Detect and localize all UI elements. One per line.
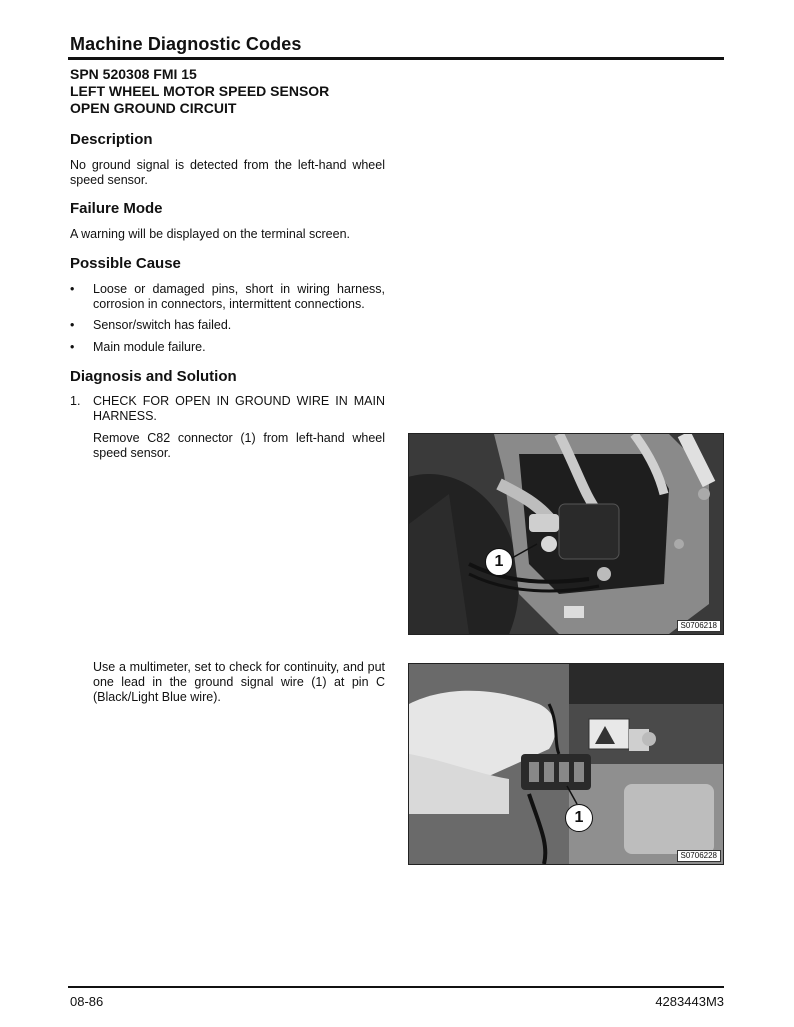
step-instruction-2: Use a multimeter, set to check for continuity, and put one lead in the ground signal wire (1) at pin C (Black/Light Blue wire). [93, 660, 385, 704]
bullet-icon: • [70, 340, 75, 354]
code-block [70, 66, 329, 117]
figure-id: S0706228 [677, 850, 721, 862]
step-title: CHECK FOR OPEN IN GROUND WIRE IN MAIN HARNESS. [93, 394, 385, 423]
failure-mode-text: A warning will be displayed on the terminal screen. [70, 227, 351, 241]
description-text: No ground signal is detected from the left-hand wheel speed sensor. [70, 158, 385, 187]
cause-text: Main module failure. [93, 340, 206, 354]
spn-code: SPN 520308 FMI 15 [70, 66, 197, 82]
callout-leader [409, 434, 723, 634]
figure-wheel-motor-sensor [408, 433, 724, 635]
document-number: 4283443M3 [655, 994, 724, 1009]
failure-mode-heading: Failure Mode [70, 200, 163, 217]
callout-1: 1 [485, 548, 513, 576]
callout-leader [409, 664, 723, 864]
page-number: 08-86 [70, 994, 104, 1009]
cause-text: Loose or damaged pins, short in wiring harness, corrosion in connectors, intermittent connections. [93, 282, 385, 311]
footer-rule [68, 986, 724, 988]
figure-connector-test [408, 663, 724, 865]
code-title-line-1: LEFT WHEEL MOTOR SPEED SENSOR [70, 83, 330, 99]
cause-text: Sensor/switch has failed. [93, 318, 232, 332]
code-title-line-2: OPEN GROUND CIRCUIT [70, 100, 237, 116]
step-number: 1. [70, 394, 81, 408]
figure-id: S0706218 [677, 620, 721, 632]
bullet-icon: • [70, 282, 75, 296]
page-header-title: Machine Diagnostic Codes [70, 34, 302, 54]
header-rule [68, 57, 724, 60]
step-instruction-1: Remove C82 connector (1) from left-hand wheel speed sensor. [93, 431, 385, 460]
diagnosis-heading: Diagnosis and Solution [70, 368, 237, 385]
possible-cause-heading: Possible Cause [70, 255, 181, 272]
description-heading: Description [70, 131, 153, 148]
bullet-icon: • [70, 318, 75, 332]
callout-1: 1 [565, 804, 593, 832]
